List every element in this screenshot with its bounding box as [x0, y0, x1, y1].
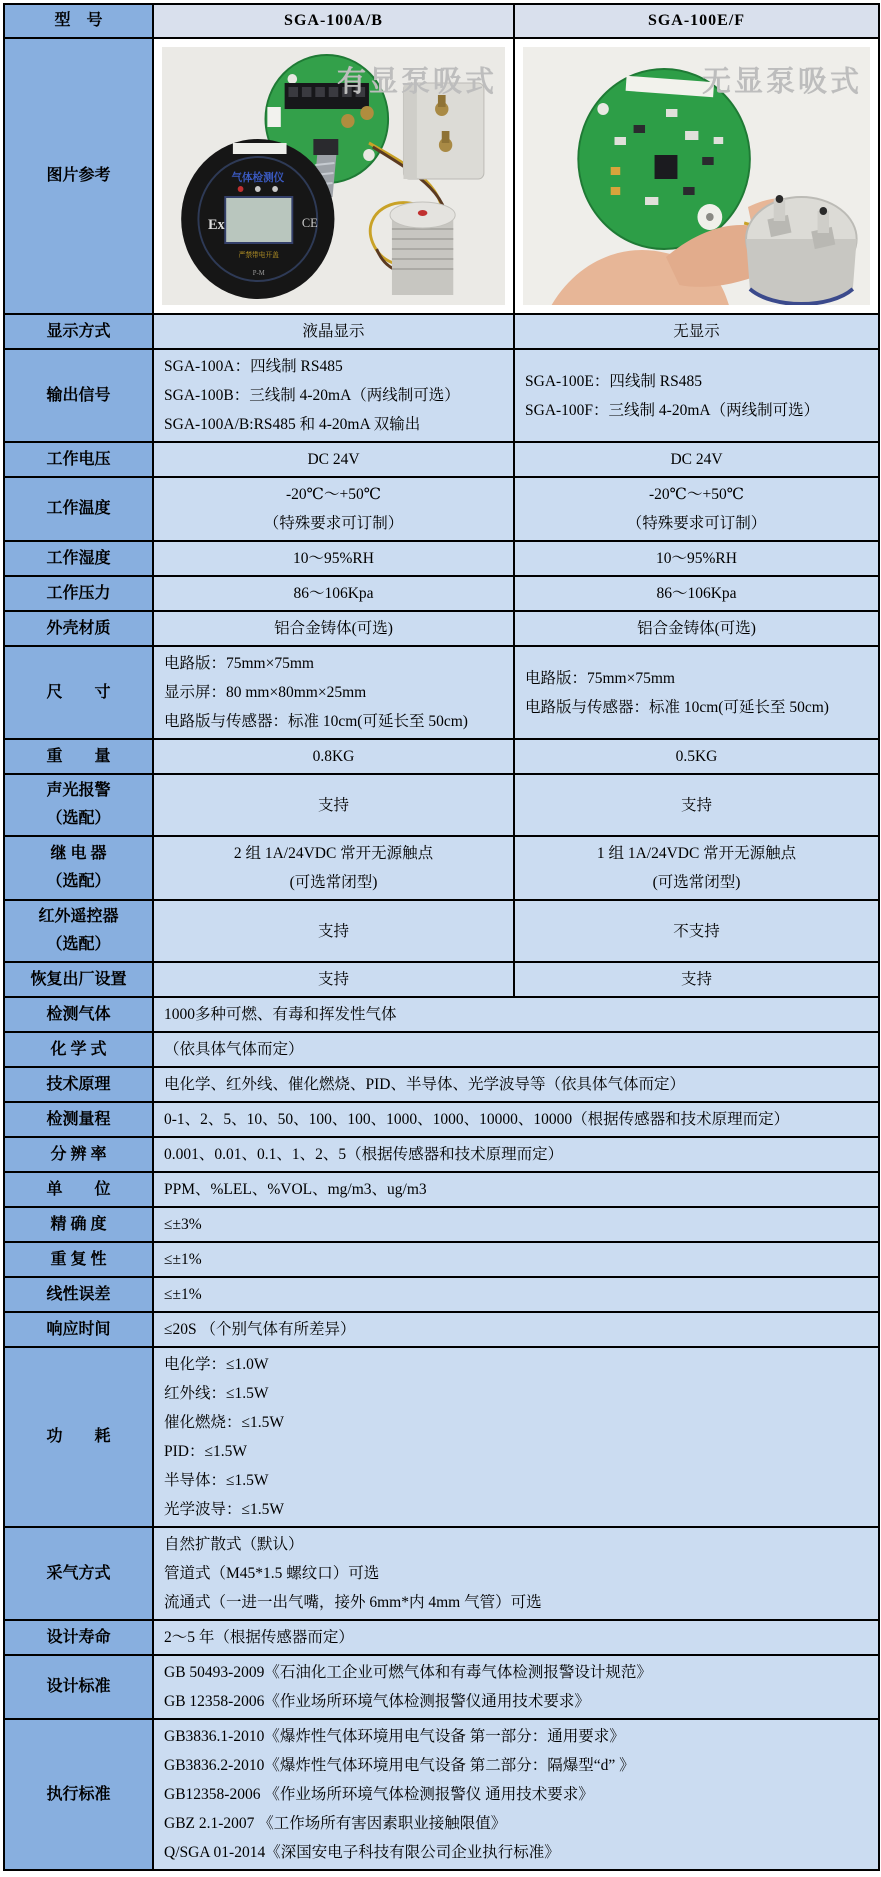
row-label	[4, 1172, 153, 1207]
text-line: 重 量	[46, 747, 111, 765]
spec-value-right	[514, 962, 879, 997]
row-label	[4, 1312, 153, 1347]
text-line: GBZ 2.1-2007 《工作场所有害因素职业接触限值》	[164, 1815, 507, 1832]
spec-value-span	[153, 1137, 879, 1172]
text-line: 10～95%RH	[656, 550, 737, 567]
spec-value-left	[153, 646, 514, 739]
spec-value-right	[514, 477, 879, 541]
spec-value-left	[153, 541, 514, 576]
row-label	[4, 646, 153, 739]
text-line: 执行标准	[46, 1785, 111, 1803]
text-line: -20℃～+50℃	[648, 486, 745, 503]
spec-row	[4, 739, 879, 774]
text-line: 精 确 度	[50, 1215, 107, 1233]
spec-row	[4, 774, 879, 836]
text-line: SGA-100E：四线制 RS485	[525, 372, 702, 390]
text-line: (可选常闭型)	[289, 874, 378, 891]
model-header-row	[4, 4, 879, 38]
text-line: GB12358-2006 《作业场所环境气体检测报警仪 通用技术要求》	[164, 1786, 594, 1803]
spec-value-span	[153, 1655, 879, 1719]
text-line: GB3836.2-2010《爆炸性气体环境用电气设备 第二部分：隔爆型“d” 》	[164, 1757, 635, 1774]
text-line: 外壳材质	[46, 619, 111, 637]
photo-row	[4, 38, 879, 314]
text-line: DC 24V	[307, 451, 360, 468]
text-line: 无显示	[673, 323, 720, 340]
text-line: 工作温度	[46, 500, 111, 517]
row-label	[4, 1137, 153, 1172]
text-line: 输出信号	[46, 386, 111, 404]
spec-value-span	[153, 1312, 879, 1347]
row-label	[4, 442, 153, 477]
model-name-left: SGA-100A/B	[153, 4, 514, 38]
text-line: DC 24V	[670, 451, 723, 468]
spec-row	[4, 1719, 879, 1870]
spec-value-right	[514, 739, 879, 774]
spec-row	[4, 836, 879, 900]
row-label	[4, 576, 153, 611]
photo-row-label	[4, 38, 153, 314]
text-line: 0.001、0.01、0.1、1、2、5（根据传感器和技术原理而定）	[164, 1146, 564, 1163]
text-line: 光学波导：≤1.5W	[164, 1501, 285, 1518]
spec-value-right	[514, 349, 879, 442]
row-label	[4, 1620, 153, 1655]
text-line: 流通式（一进一出气嘴，接外 6mm*内 4mm 气管）可选	[164, 1594, 542, 1611]
text-line: Q/SGA 01-2014《深国安电子科技有限公司企业执行标准》	[164, 1844, 560, 1861]
text-line: 支持	[317, 922, 349, 940]
spec-row	[4, 1032, 879, 1067]
row-label	[4, 541, 153, 576]
text-line: 采气方式	[46, 1564, 111, 1582]
spec-row	[4, 1102, 879, 1137]
text-line: （选配）	[46, 810, 111, 827]
text-line: 1 组 1A/24VDC 常开无源触点	[596, 845, 797, 862]
text-line: （选配）	[46, 873, 111, 890]
row-label	[4, 1527, 153, 1620]
spec-value-span	[153, 1172, 879, 1207]
text-line: 电化学、红外线、催化燃烧、PID、半导体、光学波导等（依具体气体而定）	[164, 1076, 685, 1093]
text-line: 0.5KG	[675, 748, 718, 765]
text-line: 图片参考	[46, 167, 111, 184]
text-line: 支持	[317, 971, 349, 988]
spec-value-left	[153, 774, 514, 836]
text-line: 技术原理	[46, 1075, 111, 1093]
spec-value-left	[153, 836, 514, 900]
text-line: 电路版与传感器：标准 10cm(可延长至 50cm)	[164, 713, 468, 730]
text-line: GB 12358-2006《作业场所环境气体检测报警仪通用技术要求》	[164, 1693, 590, 1710]
row-label	[4, 349, 153, 442]
row-label	[4, 774, 153, 836]
row-label	[4, 1347, 153, 1527]
text-line: 2 组 1A/24VDC 常开无源触点	[233, 845, 434, 862]
text-line: 0.8KG	[312, 748, 355, 765]
text-line: 半导体：≤1.5W	[164, 1472, 269, 1489]
text-line: 显示方式	[46, 322, 111, 340]
text-line: GB 50493-2009《石油化工企业可燃气体和有毒气体检测报警设计规范》	[164, 1664, 652, 1681]
spec-row	[4, 1655, 879, 1719]
spec-value-right	[514, 646, 879, 739]
text-line: 声光报警	[46, 782, 111, 799]
photo-watermark-left: 有显泵吸式	[336, 66, 497, 98]
text-line: 响应时间	[46, 1320, 111, 1338]
text-line: -20℃～+50℃	[285, 486, 382, 503]
row-label	[4, 962, 153, 997]
text-line: 工作压力	[46, 584, 111, 602]
text-line: 恢复出厂设置	[30, 970, 127, 988]
text-line: 铝合金铸体(可选)	[637, 620, 756, 637]
svg-text:气体检测仪: 气体检测仪	[231, 171, 285, 185]
text-line: 设计寿命	[46, 1628, 111, 1646]
row-label	[4, 739, 153, 774]
text-line: 电路版：75mm×75mm	[525, 669, 675, 687]
spec-table	[3, 3, 880, 1871]
text-line: 重 复 性	[50, 1250, 107, 1268]
text-line: 自然扩散式（默认）	[164, 1536, 304, 1553]
text-line: 检测量程	[46, 1110, 111, 1128]
row-label	[4, 1067, 153, 1102]
text-line: 功 耗	[46, 1428, 111, 1445]
text-line: 化 学 式	[50, 1040, 107, 1058]
text-line: ≤20S （个别气体有所差异）	[164, 1321, 356, 1338]
svg-text:CE: CE	[301, 215, 318, 231]
spec-value-span	[153, 997, 879, 1032]
spec-row	[4, 1527, 879, 1620]
spec-value-right	[514, 314, 879, 349]
text-line: 支持	[317, 796, 349, 814]
text-line: 电路版与传感器：标准 10cm(可延长至 50cm)	[525, 698, 829, 716]
row-label	[4, 477, 153, 541]
spec-value-span	[153, 1719, 879, 1870]
text-line: SGA-100B：三线制 4-20mA（两线制可选）	[164, 387, 460, 404]
model-row-label	[4, 4, 153, 38]
spec-row	[4, 1067, 879, 1102]
text-line: PID：≤1.5W	[164, 1443, 247, 1460]
spec-value-right	[514, 576, 879, 611]
text-line: 线性误差	[46, 1285, 111, 1303]
svg-text:Ex: Ex	[207, 216, 225, 234]
product-photo-right	[514, 38, 879, 314]
spec-value-left	[153, 442, 514, 477]
text-line: 尺 寸	[46, 683, 111, 701]
text-line: ≤±1%	[164, 1286, 202, 1303]
text-line: 催化燃烧：≤1.5W	[164, 1414, 285, 1431]
spec-row	[4, 900, 879, 962]
text-line: 支持	[680, 796, 712, 814]
spec-row	[4, 997, 879, 1032]
text-line: 红外线：≤1.5W	[164, 1385, 269, 1402]
spec-row	[4, 442, 879, 477]
spec-value-right	[514, 900, 879, 962]
spec-value-span	[153, 1032, 879, 1067]
spec-row	[4, 1277, 879, 1312]
spec-value-right	[514, 442, 879, 477]
text-line: 红外遥控器	[38, 908, 119, 925]
row-label	[4, 314, 153, 349]
spec-value-span	[153, 1347, 879, 1527]
spec-value-span	[153, 1102, 879, 1137]
spec-value-left	[153, 349, 514, 442]
spec-row	[4, 1347, 879, 1527]
text-line: 显示屏：80 mm×80mm×25mm	[164, 684, 367, 701]
text-line: 86～106Kpa	[293, 585, 374, 602]
spec-value-left	[153, 739, 514, 774]
text-line: 2～5 年（根据传感器而定）	[164, 1629, 354, 1646]
spec-value-span	[153, 1207, 879, 1242]
row-label	[4, 1102, 153, 1137]
text-line: (可选常闭型)	[652, 874, 741, 891]
photo-watermark-right: 无显泵吸式	[701, 66, 862, 98]
row-label	[4, 1719, 153, 1870]
svg-text:P-M: P-M	[252, 269, 265, 278]
text-line: 支持	[680, 971, 712, 988]
spec-value-left	[153, 611, 514, 646]
row-label	[4, 900, 153, 962]
row-label	[4, 1277, 153, 1312]
text-line: 铝合金铸体(可选)	[274, 620, 393, 637]
text-line: 86～106Kpa	[656, 585, 737, 602]
row-label	[4, 611, 153, 646]
spec-value-span	[153, 1242, 879, 1277]
text-line: （选配）	[46, 936, 111, 953]
spec-value-right	[514, 836, 879, 900]
spec-value-span	[153, 1277, 879, 1312]
text-line: SGA-100A/B:RS485 和 4-20mA 双输出	[164, 416, 421, 433]
row-label	[4, 1032, 153, 1067]
text-line: GB3836.1-2010《爆炸性气体环境用电气设备 第一部分：通用要求》	[164, 1728, 625, 1745]
row-label	[4, 1207, 153, 1242]
text-line: （特殊要求可订制）	[626, 515, 767, 532]
spec-value-left	[153, 314, 514, 349]
spec-value-right	[514, 611, 879, 646]
text-line: ≤±1%	[164, 1251, 202, 1268]
spec-row	[4, 962, 879, 997]
text-line: 工作湿度	[46, 549, 111, 567]
text-line: 工作电压	[46, 450, 111, 468]
spec-value-right	[514, 774, 879, 836]
spec-value-span	[153, 1067, 879, 1102]
spec-value-span	[153, 1527, 879, 1620]
spec-row	[4, 646, 879, 739]
text-line: PPM、%LEL、%VOL、mg/m3、ug/m3	[164, 1181, 427, 1198]
text-line: 单 位	[46, 1180, 111, 1198]
row-label	[4, 997, 153, 1032]
spec-row	[4, 349, 879, 442]
text-line: 不支持	[673, 922, 720, 940]
row-label	[4, 1242, 153, 1277]
text-line: 液晶显示	[302, 323, 365, 340]
text-line: 1000多种可燃、有毒和挥发性气体	[164, 1006, 397, 1023]
text-line: 设计标准	[46, 1678, 111, 1695]
product-photo-illustration-right	[523, 47, 870, 305]
spec-value-right	[514, 541, 879, 576]
text-line: （特殊要求可订制）	[263, 515, 404, 532]
text-line: 型 号	[54, 12, 103, 29]
text-line: 0-1、2、5、10、50、100、100、1000、1000、10000、10000（根据传感器和技术原理而定）	[164, 1111, 790, 1128]
text-line: 10～95%RH	[293, 550, 374, 567]
spec-value-span	[153, 1620, 879, 1655]
text-line: 继 电 器	[50, 845, 107, 862]
spec-value-left	[153, 576, 514, 611]
product-photo-left	[153, 38, 514, 314]
text-line: 检测气体	[46, 1005, 111, 1023]
text-line: 管道式（M45*1.5 螺纹口）可选	[164, 1565, 380, 1582]
spec-row	[4, 1312, 879, 1347]
text-line: 电化学：≤1.0W	[164, 1356, 269, 1373]
row-label	[4, 836, 153, 900]
spec-row	[4, 1207, 879, 1242]
text-line: ≤±3%	[164, 1216, 202, 1233]
spec-value-left	[153, 962, 514, 997]
text-line: SGA-100F：三线制 4-20mA（两线制可选）	[525, 401, 820, 419]
spec-row	[4, 1137, 879, 1172]
model-name-right: SGA-100E/F	[514, 4, 879, 38]
text-line: 分 辨 率	[50, 1145, 107, 1163]
spec-row	[4, 1172, 879, 1207]
product-photo-illustration-left	[162, 47, 505, 305]
spec-row	[4, 1620, 879, 1655]
spec-row	[4, 1242, 879, 1277]
text-line: SGA-100A：四线制 RS485	[164, 358, 343, 375]
spec-row	[4, 477, 879, 541]
spec-row	[4, 541, 879, 576]
text-line: （依具体气体而定）	[164, 1041, 304, 1058]
svg-text:严禁带电开盖: 严禁带电开盖	[238, 251, 279, 260]
spec-row	[4, 314, 879, 349]
spec-row	[4, 576, 879, 611]
spec-value-left	[153, 477, 514, 541]
spec-value-left	[153, 900, 514, 962]
row-label	[4, 1655, 153, 1719]
spec-row	[4, 611, 879, 646]
text-line: 电路版：75mm×75mm	[164, 655, 314, 672]
